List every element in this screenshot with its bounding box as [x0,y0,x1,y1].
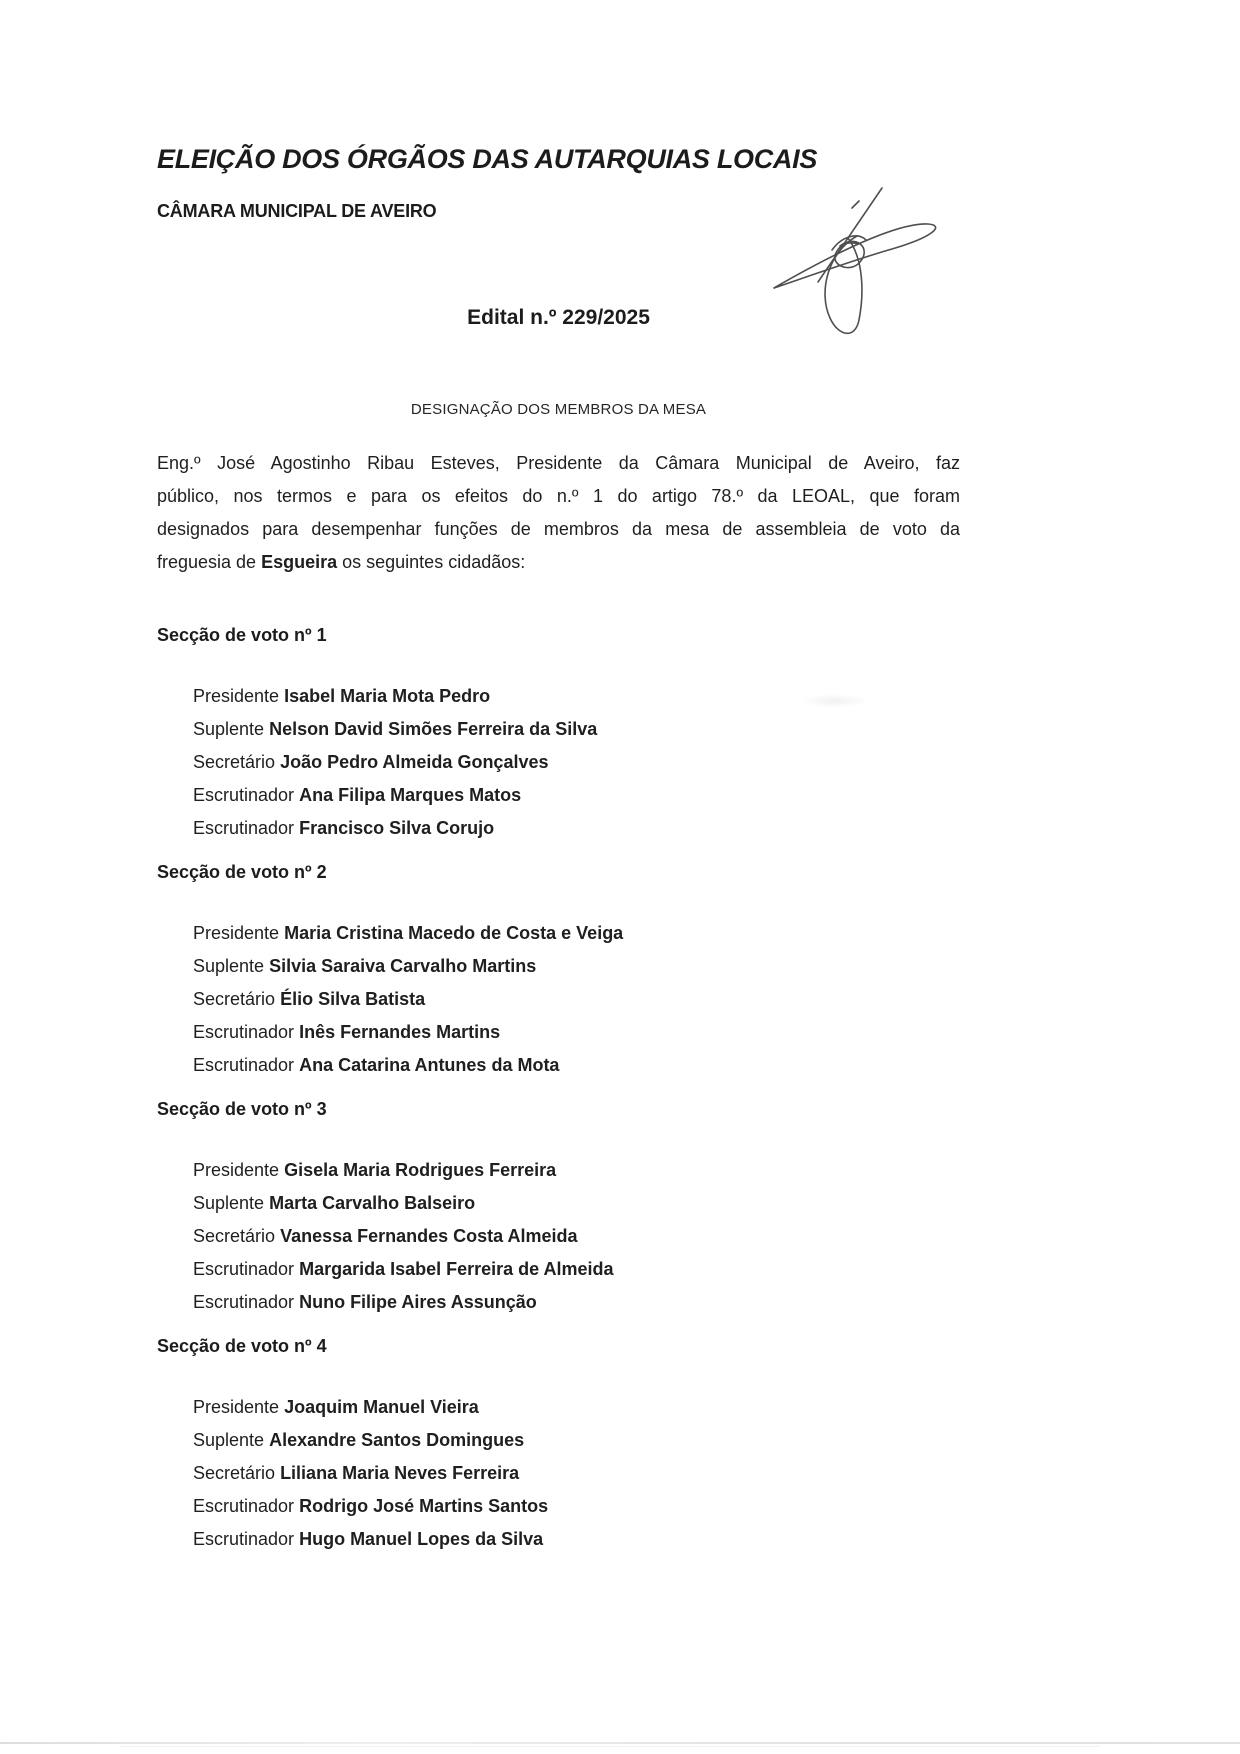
member-row: Presidente Joaquim Manuel Vieira [193,1397,479,1417]
member-row: Suplente Marta Carvalho Balseiro [193,1193,476,1213]
member-row: Secretário João Pedro Almeida Gonçalves [193,752,549,772]
document-title: ELEIÇÃO DOS ÓRGÃOS DAS AUTARQUIAS LOCAIS [157,144,818,174]
member-row: Secretário Élio Silva Batista [193,989,426,1009]
intro-line-4: freguesia de Esgueira os seguintes cidadãos: [157,552,526,572]
freguesia-name: Esgueira [261,552,338,572]
scan-smudge-artifact [800,694,870,708]
intro-paragraph [157,447,960,579]
member-row: Escrutinador Hugo Manuel Lopes da Silva [193,1529,544,1549]
member-row: Suplente Silvia Saraiva Carvalho Martins [193,956,537,976]
member-row: Presidente Isabel Maria Mota Pedro [193,686,491,706]
edital-number: Edital n.º 229/2025 [467,306,650,329]
member-row: Escrutinador Nuno Filipe Aires Assunção [193,1292,537,1312]
organization-name: CÂMARA MUNICIPAL DE AVEIRO [157,201,437,221]
scan-artifact-line [0,1742,1240,1744]
voting-sections [157,622,960,1570]
member-row: Escrutinador Rodrigo José Martins Santos [193,1496,549,1516]
member-list [157,1154,960,1319]
section-heading: Secção de voto nº 3 [157,1099,327,1119]
member-row: Presidente Gisela Maria Rodrigues Ferreira [193,1160,557,1180]
intro-line-1: Eng.º José Agostinho Ribau Esteves, Presidente da Câmara Municipal de Aveiro, faz [157,453,960,473]
member-list [157,917,960,1082]
section-heading: Secção de voto nº 1 [157,625,327,645]
member-row: Escrutinador Francisco Silva Corujo [193,818,495,838]
member-row: Suplente Nelson David Simões Ferreira da Silva [193,719,598,739]
intro-line-2: público, nos termos e para os efeitos do n.º 1 do artigo 78.º da LEOAL, que foram [157,486,960,506]
scan-artifact-line-2 [120,1746,1100,1747]
member-row: Suplente Alexandre Santos Domingues [193,1430,525,1450]
section-heading: Secção de voto nº 4 [157,1336,327,1356]
member-row: Presidente Maria Cristina Macedo de Costa e Veiga [193,923,624,943]
member-row: Escrutinador Ana Filipa Marques Matos [193,785,522,805]
edital-subject: DESIGNAÇÃO DOS MEMBROS DA MESA [410,401,707,418]
member-row: Secretário Liliana Maria Neves Ferreira [193,1463,520,1483]
member-row: Escrutinador Ana Catarina Antunes da Mota [193,1055,560,1075]
member-row: Secretário Vanessa Fernandes Costa Almeida [193,1226,578,1246]
voting-section-2 [157,859,960,1082]
intro-line-3: designados para desempenhar funções de membros da mesa de assembleia de voto da [157,519,960,539]
voting-section-3 [157,1096,960,1319]
voting-section-1 [157,622,960,845]
voting-section-4 [157,1333,960,1556]
member-row: Escrutinador Margarida Isabel Ferreira de Almeida [193,1259,614,1279]
edital-heading-block [157,306,960,330]
member-list [157,1391,960,1556]
member-row: Escrutinador Inês Fernandes Martins [193,1022,501,1042]
section-heading: Secção de voto nº 2 [157,862,327,882]
